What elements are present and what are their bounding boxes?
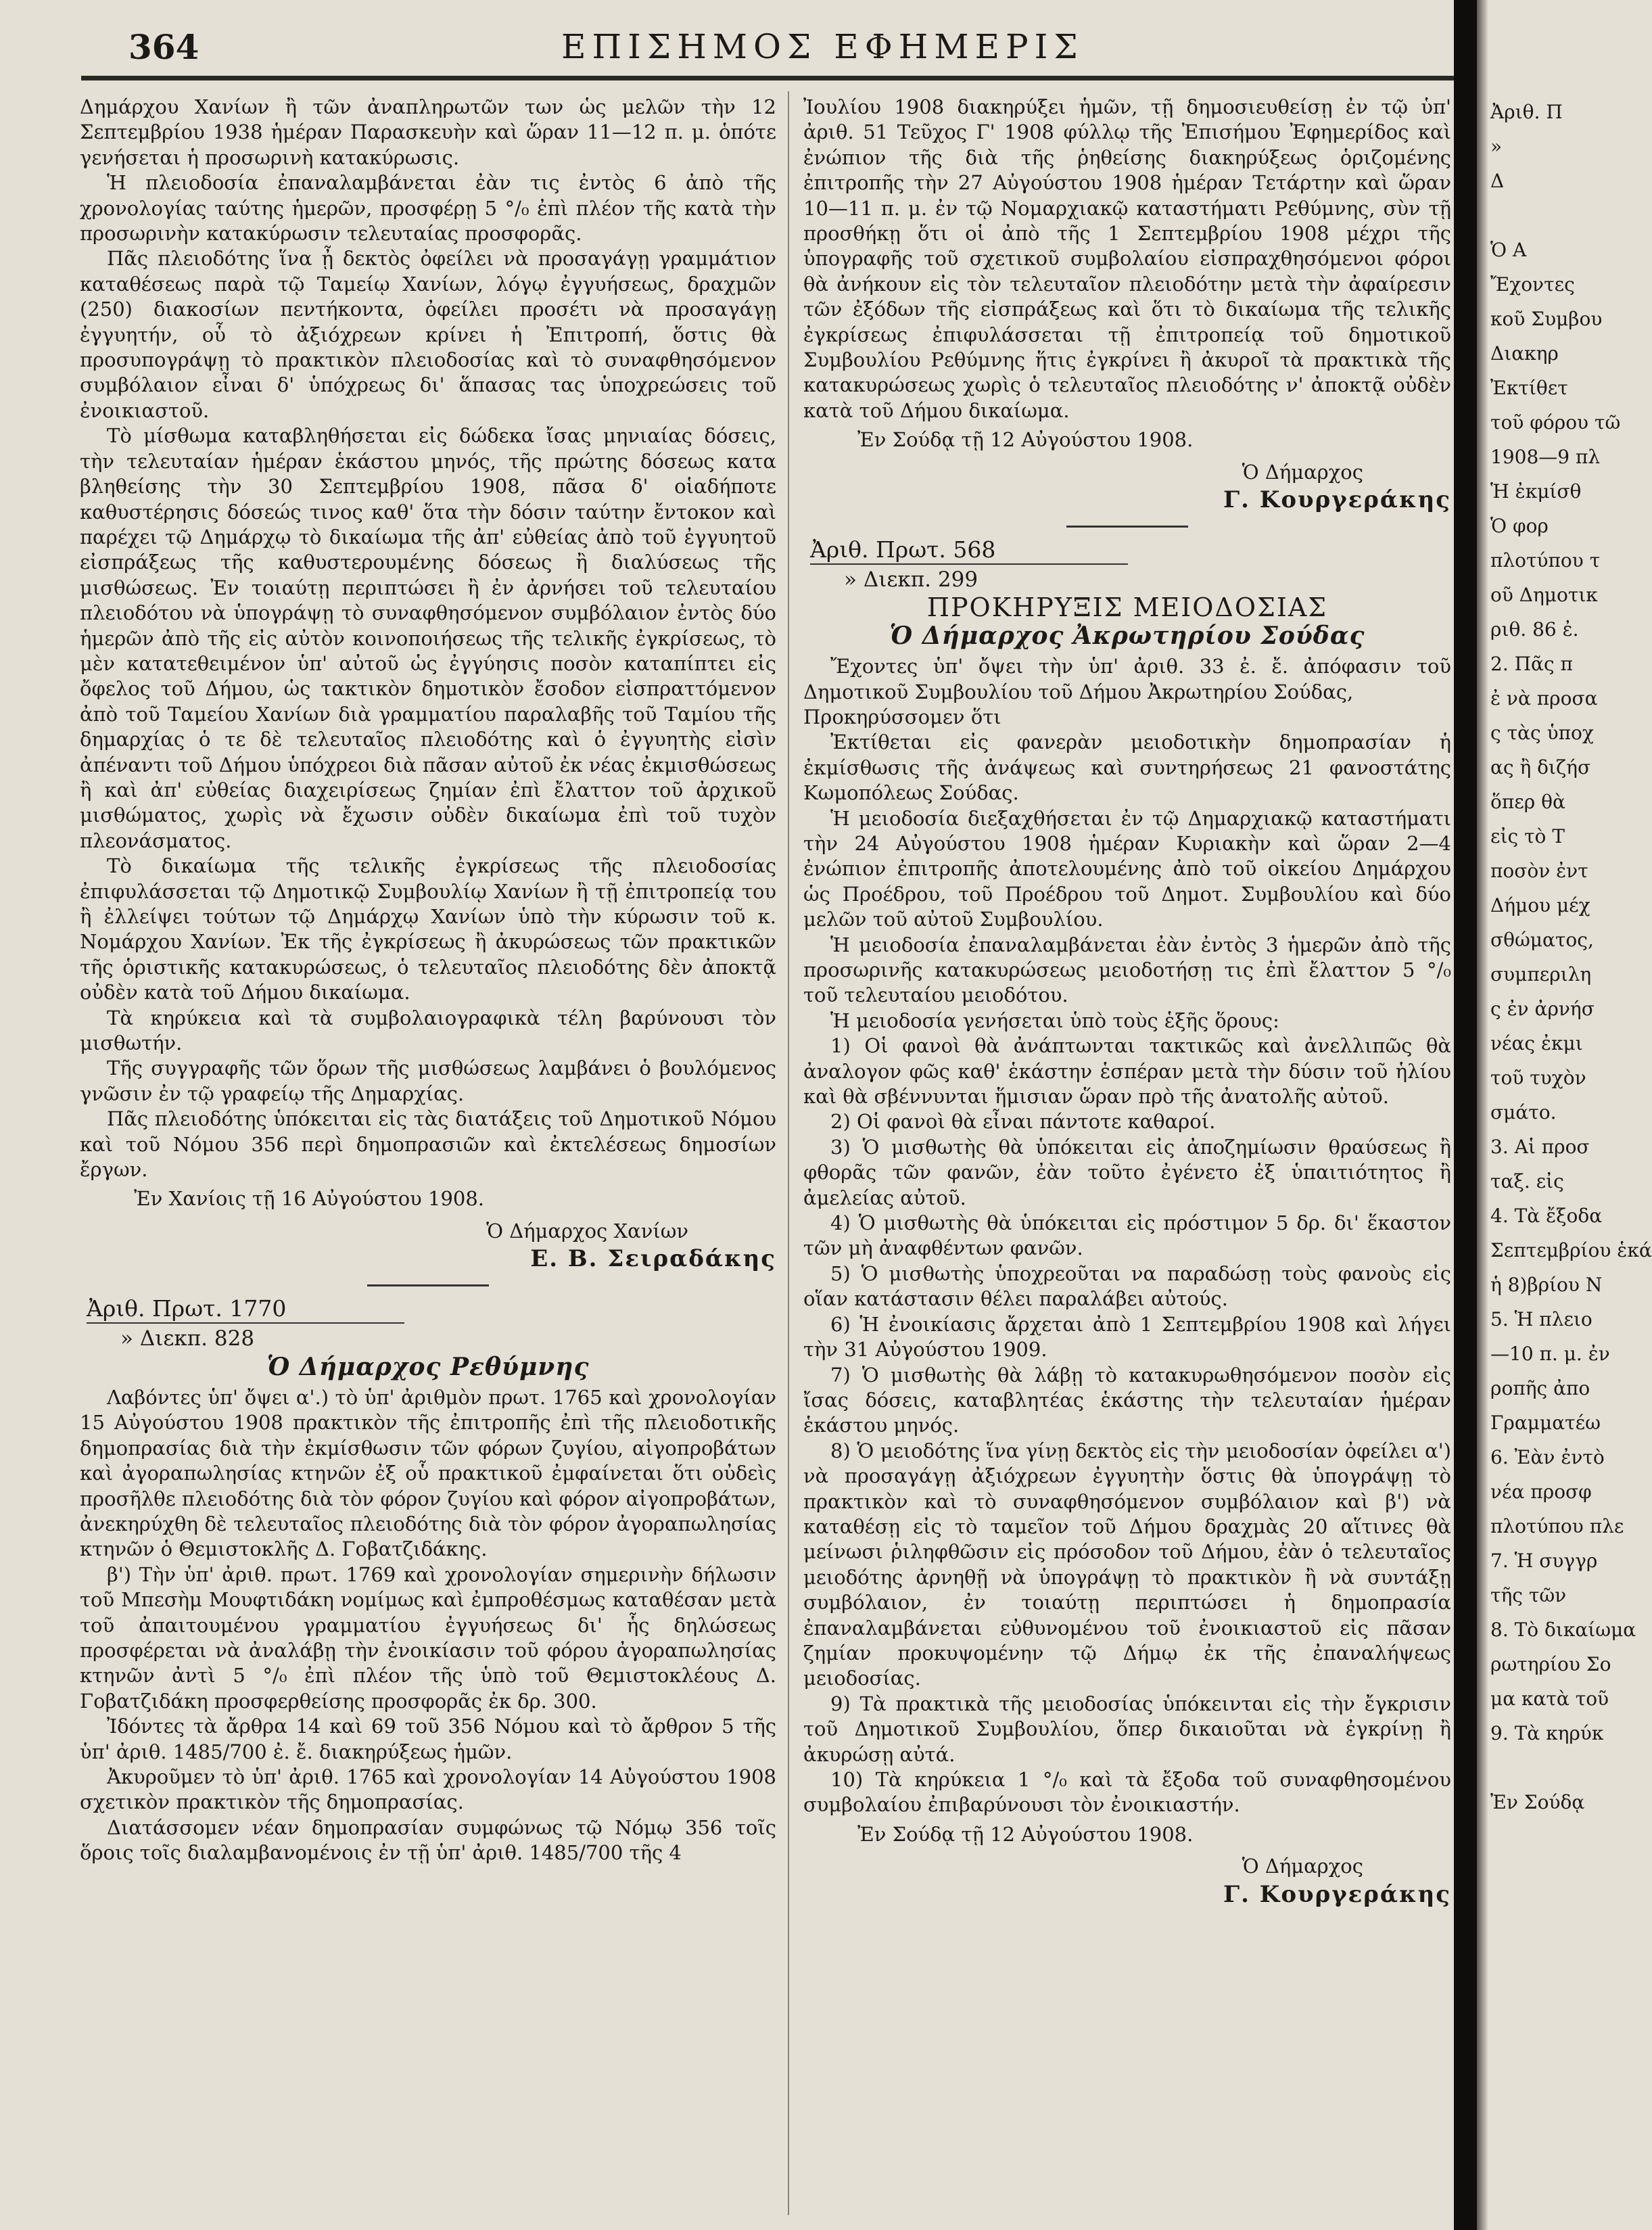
fragment-line: 1908—9 πλ	[1490, 446, 1601, 468]
fragment-line: 8. Τὸ δικαίωμα	[1490, 1619, 1636, 1641]
fragment-line: ς τὰς ὑποχ	[1490, 722, 1594, 744]
paragraph: Ἰδόντες τὰ ἄρθρα 14 καὶ 69 τοῦ 356 Νόμου καὶ τὸ ἄρθρον 5 τῆς ὑπ' ἀριθ. 1485/700 ἐ. ἔ. διακηρύξεως ἡμῶν.	[80, 1715, 776, 1763]
fragment-line: ταξ. εἰς	[1490, 1170, 1564, 1192]
paragraph: Ἀκυροῦμεν τὸ ὑπ' ἀριθ. 1765 καὶ χρονολογίαν 14 Αὐγούστου 1908 σχετικὸν πρακτικὸν τῆς δημοπρασίας.	[80, 1765, 776, 1814]
term-item: 1) Οἱ φανοὶ θὰ ἀνάπτωνται τακτικῶς καὶ ἀνελλιπῶς θὰ ἀναλογον φῶς καθ' ἑκάστην ἑσπέραν μετὰ τὴν δύσιν τοῦ ἡλίου καὶ θὰ σβέννυνται ἥμισιαν ὥραν πρὸ τῆς ἀνατολῆς αὐτοῦ.	[803, 1034, 1451, 1109]
reference-rule	[810, 563, 1128, 565]
fragment-line: 7. Ἡ συγγρ	[1490, 1550, 1598, 1572]
paragraph: Τὸ μίσθωμα καταβληθήσεται εἰς δώδεκα ἴσας μηνιαίας δόσεις, τὴν τελευταίαν ἡμέραν ἑκάστου μηνός, τῆς πρώτης δόσεως κατα βληθείσης τὴν 30 Σεπτεμβρίου 1908, πᾶσα δ' οἱαδήποτε καθυστέρησις δόσεώς τινος καθ' ὅτα τὴν δόσιν ταύτην ἔντοκον καὶ παρέχει τῷ Δημάρχῳ τὸ δικαίωμα τῆς ἀπ' εὐθείας ἀπὸ τοῦ ἐγγυητοῦ εἰσπράξεως τῆς καθυστερουμένης δόσεως ἢ διαλύσεως τῆς μισθώσεως. Ἐν τοιαύτῃ περιπτώσει ἢ ἐν ἀρνήσει τοῦ τελευταίου πλειοδότου νὰ ὑπογράψῃ τὸ συναφθησόμενον συμβόλαιον ἐντὸς δύο ἡμερῶν ἀπὸ τῆς εἰς αὐτὸν κοινοποιήσεως τῆς τελικῆς ἐγκρίσεως, τὸ μὲν κατατεθειμένον ὑπ' αὐτοῦ ὡς ἐγγύησις ποσὸν καταπίπτει εἰς ὄφελος τοῦ Δήμου, ὡς τακτικὸν δημοτικὸν ἔσοδον εἰσπραττόμενον ἀπὸ τοῦ Ταμείου Χανίων διὰ γραμματίου παραλαβῆς τοῦ Ταμίου τῆς δημαρχίας ὁ τε δὲ τελευταῖος πλειοδότης καὶ ὁ ἐγγυητὴς εἰσὶν ἀπέναντι τοῦ Δήμου ὑπόχρεοι διὰ πᾶσαν αὐτοῦ ἐκ νέας ἐκμισθώσεως ἢ καὶ ἀπ' εὐθείας διαχειρίσεως ζημίαν ἐπὶ ἔλαττον τοῦ ἀρχικοῦ μισθώματος, χωρὶς νὰ ἔχωσιν οὐδὲν δικαίωμα ἐπὶ τοῦ τυχὸν πλεονάσματος.	[80, 424, 776, 852]
term-item: 5) Ὁ μισθωτὴς ὑποχρεοῦται να παραδώσῃ τοὺς φανοὺς εἰς οἵαν κατάστασιν θέλει παραλάβει αὐτούς.	[803, 1261, 1451, 1311]
fragment-line: σμάτο.	[1490, 1101, 1557, 1123]
signature-title: Ὁ Δήμαρχος	[1242, 460, 1363, 484]
separator-rule	[367, 1284, 489, 1286]
fragment-line: τοῦ τυχὸν	[1490, 1067, 1586, 1089]
reference-number: Ἀριθ. Πρωτ. 1770	[87, 1295, 287, 1322]
fragment-line: Δ	[1490, 170, 1505, 192]
paragraph: Τὸ δικαίωμα τῆς τελικῆς ἐγκρίσεως τῆς πλειοδοσίας ἐπιφυλάσσεται τῷ Δημοτικῷ Συμβουλίῳ Χανίων ἢ τῇ ἐπιτροπείᾳ του ἢ ἐλλείψει τούτων τῷ Δημάρχῳ Χανίων ὑπὸ τὴν κύρωσιν τοῦ κ. Νομάρχου Χανίων. Ἐκ τῆς ἐγκρίσεως ἢ ἀκυρώσεως τῶν πρακτικῶν τῆς ὁριστικῆς κατακυρώσεως, ὁ τελευταῖος πλειοδότης δὲν ἀποκτᾷ οὐδὲν κατὰ τοῦ Δήμου δικαίωμα.	[80, 854, 776, 1004]
fragment-line	[1490, 1750, 1585, 1785]
paragraph: Πᾶς πλειοδότης ἵνα ᾖ δεκτὸς ὀφείλει νὰ προσαγάγῃ γραμμάτιον καταθέσεως παρὰ τῷ Ταμείῳ Χανίων, λόγῳ ἐγγυήσεως, δραχμῶν (250) διακοσίων πεντήκοντα, ὀφείλει προσέτι νὰ προσαγάγῃ ἐγγυητήν, οὗ τὸ ἀξιόχρεων κρίνει ἡ Ἐπιτροπή, ὅστις θὰ προσυπογράψῃ τὸ πρακτικὸν πλειοδοσίας καὶ τὸ συναφθησόμενον συμβόλαιον εἶναι δ' ὑπόχρεως δι' ἅπασας τας ὑποχρεώσεις τοῦ ἐνοικιαστοῦ.	[80, 247, 776, 422]
place-date: Ἐν Χανίοις τῇ 16 Αὐγούστου 1908.	[134, 1187, 485, 1211]
term-item: 4) Ὁ μισθωτὴς θὰ ὑπόκειται εἰς πρόστιμον 5 δρ. δι' ἕκαστον τῶν μὴ ἀναφθέντων φανῶν.	[803, 1211, 1451, 1260]
fragment-line: ἡ 8)βρίου Ν	[1490, 1274, 1603, 1296]
reference-number: Ἀριθ. Πρωτ. 568	[810, 536, 996, 563]
paragraph: Ἡ μειοδοσία γενήσεται ὑπὸ τοὺς ἑξῆς ὅρους:	[830, 1008, 1279, 1032]
fragment-line: ριθ. 86 ἐ.	[1490, 618, 1579, 641]
place-date: Ἐν Σούδᾳ τῇ 12 Αὐγούστου 1908.	[857, 1822, 1194, 1846]
separator-rule	[1066, 526, 1188, 528]
term-item: 3) Ὁ μισθωτὴς θὰ ὑπόκειται εἰς ἀποζημίωσιν θραύσεως ἢ φθορᾶς τῶν φανῶν, ἐὰν τοῦτο ἐγένετο ἐξ ὑπαιτιότητος ἢ ἀμελείας αὐτοῦ.	[803, 1135, 1451, 1209]
fragment-line: 3. Αἱ προσ	[1490, 1136, 1590, 1158]
fragment-line: τοῦ φόρου τῶ	[1490, 411, 1621, 434]
term-item: 7) Ὁ μισθωτὴς θὰ λάβῃ τὸ κατακυρωθησόμενον ποσὸν εἰς ἴσας δόσεις, καταβλητέας ἑκάστης τὴν τελευταίαν ἡμέραν ἑκάστου μηνός.	[803, 1363, 1451, 1437]
fragment-line: συμπεριλη	[1490, 963, 1592, 985]
paragraph: Ἐκτίθεται εἰς φανερὰν μειοδοτικὴν δημοπρασίαν ἡ ἐκμίσθωσις τῆς ἀνάψεως καὶ συντηρήσεως 21 φανοστάτης Κωμοπόλεως Σούδας.	[803, 730, 1451, 805]
fragment-line: 4. Τὰ ἔξοδα	[1490, 1205, 1603, 1227]
fragment-line: Ἡ ἐκμίσθ	[1490, 480, 1582, 503]
paragraph: Ἰουλίου 1908 διακηρύξει ἡμῶν, τῇ δημοσιευθείσῃ ἐν τῷ ὑπ' ἀριθ. 51 Τεῦχος Γ' 1908 φύλλῳ τῆς Ἐπισήμου Ἐφημερίδος καὶ ἐνώπιον τῆς διὰ τῆς ῥηθείσης διακηρύξεως ὁριζομένης ἐπιτροπῆς τὴν 27 Αὐγούστου 1908 ἡμέραν Τετάρτην καὶ ὥραν 10—11 π. μ. ἐν τῷ Νομαρχιακῷ καταστήματι Ρεθύμνης, σὺν τῇ προσθήκῃ ὅτι οἱ ἀπὸ τῆς 1 Σεπτεμβρίου 1908 μέχρι τῆς ὑπογραφῆς τοῦ σχετικοῦ συμβολαίου εἰσπραχθησόμενοι φόροι θὰ ἀνήκουν εἰς τὸν τελευταῖον πλειοδότην μετὰ τὴν ἀφαίρεσιν τῶν ἐξόδων τῆς εἰσπράξεως καὶ ὅτι τὸ δικαίωμα τῆς τελικῆς ἐγκρίσεως ἐπιφυλάσσεται τῇ ἐπιτροπείᾳ τοῦ δημοτικοῦ Συμβουλίου Ρεθύμνης ἥτις ἐγκρίνει ἢ ἀκυροῖ τὰ πρακτικὰ τῆς κατακυρώσεως χωρὶς ὁ τελευταῖος πλειοδότης ν' ἀποκτᾷ οὐδὲν κατὰ τοῦ Δήμου δικαίωμα.	[803, 95, 1451, 422]
fragment-line: νέας ἐκμι	[1490, 1032, 1583, 1054]
fragment-line: Ὁ Α	[1490, 239, 1527, 261]
fragment-line: ς ἐν ἀρνήσ	[1490, 998, 1595, 1020]
fragment-line: σθώματος,	[1490, 929, 1594, 951]
paragraph: Πᾶς πλειοδότης ὑπόκειται εἰς τὰς διατάξεις τοῦ Δημοτικοῦ Νόμου καὶ τοῦ Νόμου 356 περὶ δημοπρασιῶν καὶ ἐκτελέσεως δημοσίων ἔργων.	[80, 1107, 776, 1182]
fragment-line: μα κατὰ τοῦ	[1490, 1688, 1609, 1710]
fragment-line: ας ἢ διζήσ	[1490, 756, 1591, 779]
fragment-line: 9. Τὰ κηρύκ	[1490, 1722, 1604, 1744]
middle-column	[803, 95, 1451, 2225]
notice-heading: Ὁ Δήμαρχος Ρεθύμνης	[266, 1352, 590, 1381]
paragraph: Ἡ πλειοδοσία ἐπαναλαμβάνεται ἐὰν τις ἐντὸς 6 ἀπὸ τῆς χρονολογίας ταύτης ἡμερῶν, προσφέρῃ 5 °/₀ ἐπὶ πλέον τῆς κατὰ τὴν προσωρινὴν κατακύρωσιν τελευταίας προσφορᾶς.	[80, 171, 776, 246]
paragraph: Διατάσσομεν νέαν δημοπρασίαν συμφώνως τῷ Νόμῳ 356 τοῖς ὅροις τοῖς διαλαμβανομένοις ἐν τῇ ὑπ' ἀριθ. 1485/700 τῆς 4	[80, 1815, 776, 1865]
right-column-fragment	[1488, 95, 1652, 2225]
signature-name: Γ. Κουργεράκης	[1223, 486, 1451, 514]
fragment-line: νέα προσφ	[1490, 1481, 1592, 1503]
fragment-line: Ἔχοντες	[1490, 273, 1575, 296]
header-rule	[81, 76, 1461, 80]
paragraph: Προκηρύσσομεν ὅτι	[803, 705, 1001, 728]
fragment-line: κοῦ Συμβου	[1490, 308, 1603, 330]
masthead: ΕΠΙΣΗΜΟΣ ΕΦΗΜΕΡΙΣ	[561, 27, 1084, 66]
notice-heading: Ὁ Δήμαρχος Ἀκρωτηρίου Σούδας	[889, 621, 1365, 650]
paragraph: Τῆς συγγραφῆς τῶν ὅρων τῆς μισθώσεως λαμβάνει ὁ βουλόμενος γνῶσιν ἐν τῷ γραφείῳ τῆς Δημαρχίας.	[80, 1056, 776, 1105]
fragment-line: ἐ νὰ προσα	[1490, 687, 1598, 710]
reference-rule	[87, 1322, 404, 1324]
binding-shadow	[1477, 0, 1488, 2230]
term-item: 10) Τὰ κηρύκεια 1 °/₀ καὶ τὰ ἔξοδα τοῦ συναφθησομένου συμβολαίου ἐπιβαρύνουσι τὸν ἐνοικιαστήν.	[803, 1768, 1451, 1817]
signature-name: Γ. Κουργεράκης	[1223, 1880, 1451, 1908]
paragraph: Τὰ κηρύκεια καὶ τὰ συμβολαιογραφικὰ τέλη βαρύνουσι τὸν μισθωτήν.	[80, 1006, 776, 1055]
fragment-line: Ὁ φορ	[1490, 515, 1549, 537]
fragment-line: ροπῆς ἀπο	[1490, 1377, 1590, 1399]
signature-title: Ὁ Δήμαρχος Χανίων	[486, 1219, 688, 1242]
paragraph: Ἔχοντες ὑπ' ὄψει τὴν ὑπ' ἀριθ. 33 ἐ. ἔ. ἀπόφασιν τοῦ Δημοτικοῦ Συμβουλίου τοῦ Δήμου Ἀκρωτηρίου Σούδας,	[803, 655, 1451, 703]
fragment-line: Ἐκτίθετ	[1490, 377, 1568, 399]
fragment-line: 2. Πᾶς π	[1490, 653, 1573, 675]
fragment-line: Ἀριθ. Π	[1490, 101, 1563, 123]
term-item: 6) Ἡ ἐνοικίασις ἄρχεται ἀπὸ 1 Σεπτεμβρίου 1908 καὶ λήγει τὴν 31 Αὐγούστου 1909.	[803, 1312, 1451, 1362]
fragment-line	[1490, 198, 1585, 233]
paragraph: Ἡ μειοδοσία ἐπαναλαμβάνεται ἐὰν ἐντὸς 3 ἡμερῶν ἀπὸ τῆς προσωρινῆς κατακυρώσεως μειοδοτήσῃ τις ἐπὶ ἔλαττον 5 °/₀ τοῦ τελευταίου μειοδότου.	[803, 933, 1451, 1007]
fragment-line: Γραμματέω	[1490, 1412, 1601, 1434]
fragment-line: Ἐν Σούδᾳ	[1490, 1791, 1585, 1813]
fragment-line: »	[1490, 135, 1503, 158]
fragment-line: Διακηρ	[1490, 342, 1559, 365]
fragment-line: Σεπτεμβρίου ἑκά	[1490, 1239, 1652, 1261]
notice-title: ΠΡΟΚΗΡΥΞΙΣ ΜΕΙΟΔΟΣΙΑΣ	[926, 593, 1328, 623]
term-item: 8) Ὁ μειοδότης ἵνα γίνῃ δεκτὸς εἰς τὴν μειοδοσίαν ὀφείλει α') νὰ προσαγάγῃ ἀξιόχρεων ἐγγυητὴν ὅστις θὰ ὑπογράψῃ τὸ πρακτικὸν καὶ τὸ συναφθησόμενον συμβόλαιον καὶ β') νὰ καταθέσῃ εἰς τὸ ταμεῖον τοῦ Δήμου δραχμὰς 20 αἵτινες θὰ μείνωσι ῥιληφθῶσιν εἰς πρόσοδον τοῦ Δήμου, ἐὰν ὁ τελευταῖος μειοδότης ἀρνηθῇ νὰ ὑπογράψῃ τὸ πρακτικὸν ἢ νὰ συντάξῃ συμβόλαιον, ἐν τοιαύτῃ περιπτώσει ἡ δημοπρασία ἐπαναλαμβάνεται εὐθυνομένου τοῦ ἐνοικιαστοῦ εἰς πᾶσαν ζημίαν προκυψομένην τῷ Δήμῳ ἐκ τῆς ἐπαναλήψεως μειοδοσίας.	[803, 1439, 1451, 1690]
fragment-line: ποσὸν ἐντ	[1490, 860, 1588, 882]
fragment-line: οῦ Δημοτικ	[1490, 584, 1598, 606]
term-item: 2) Οἱ φανοὶ θὰ εἶναι πάντοτε καθαροί.	[830, 1110, 1216, 1134]
fragment-line: εἰς τὸ Τ	[1490, 825, 1565, 847]
signature-title: Ὁ Δήμαρχος	[1242, 1855, 1363, 1878]
fragment-line: 5. Ἡ πλειο	[1490, 1308, 1592, 1330]
fragment-line: 6. Ἐὰν ἐντὸ	[1490, 1446, 1605, 1468]
paragraph: Δημάρχου Χανίων ἢ τῶν ἀναπληρωτῶν των ὡς μελῶν τὴν 12 Σεπτεμβρίου 1938 ἡμέραν Παρασκευὴν καὶ ὥραν 11—12 π. μ. ὁπότε γενήσεται ἡ προσωρινὴ κατακύρωσις.	[80, 95, 776, 169]
page-number: 364	[128, 27, 199, 67]
dispatch-number: » Διεκπ. 828	[120, 1326, 255, 1351]
fragment-line: πλοτύπου πλε	[1490, 1515, 1624, 1537]
fragment-line: —10 π. μ. ἐν	[1490, 1343, 1610, 1365]
term-item: 9) Τὰ πρακτικὰ τῆς μειοδοσίας ὑπόκεινται εἰς τὴν ἔγκρισιν τοῦ Δημοτικοῦ Συμβουλίου, ὅπερ δικαιοῦται νὰ ἐγκρίνῃ ἢ ἀκυρώσῃ αὐτά.	[803, 1692, 1451, 1766]
place-date: Ἐν Σούδᾳ τῇ 12 Αὐγούστου 1908.	[857, 428, 1194, 452]
binding-gutter	[1454, 0, 1477, 2230]
paragraph: β') Τὴν ὑπ' ἀριθ. πρωτ. 1769 καὶ χρονολογίαν σημερινὴν δήλωσιν τοῦ Μπεσὴμ Μουφτιδάκη νομίμως καὶ ἐμπροθέσμως καταθέσαν μετὰ τοῦ ἀπαιτουμένου γραμματίου ἐγγυήσεως δι' ἧς δηλώσεως προσφέρεται νὰ ἀναλάβῃ τὴν ἐνοικίασιν τοῦ φόρου ἀγοραπωλησίας κτηνῶν ἀντὶ 5 °/₀ ἐπὶ πλέον τῆς ὑπὸ τοῦ Θεμιστοκλέους Δ. Γοβατζιδάκη προσφερθείσης προσφορᾶς ἐκ δρ. 300.	[80, 1562, 776, 1713]
fragment-line: ὅπερ θὰ	[1490, 791, 1565, 813]
fragment-line: πλοτύπου τ	[1490, 549, 1601, 572]
fragment-line: τῆς τῶν	[1490, 1584, 1567, 1606]
paragraph: Λαβόντες ὑπ' ὄψει α'.) τὸ ὑπ' ἀριθμὸν πρωτ. 1765 καὶ χρονολογίαν 15 Αὐγούστου 1908 πρακτικὸν τῆς ἐπιτροπῆς ἐπὶ τῆς πλειοδοτικῆς δημοπρασίας διὰ τὴν ἐκμίσθωσιν τῶν φόρων ζυγίου, αἰγοπροβάτων καὶ ἀγοραπωλησίας κτηνῶν ἐξ οὗ πρακτικοῦ ἐμφαίνεται ὅτι οὐδεὶς προσῆλθε πλειοδότης διὰ τὸν φόρον ζυγίου καὶ φόρον αἰγοπροβάτων, ἀνεκηρύχθη δὲ τελευταῖος πλειοδότης διὰ τὸν φόρον ἀγοραπωλησίας κτηνῶν ὁ Θεμιστοκλῆς Δ. Γοβατζιδάκης.	[80, 1385, 776, 1561]
left-column	[80, 95, 776, 2225]
fragment-line: Δήμου μέχ	[1490, 894, 1590, 916]
column-divider	[788, 91, 789, 2215]
dispatch-number: » Διεκπ. 299	[844, 567, 978, 592]
signature-name: Ε. Β. Σειραδάκης	[530, 1245, 776, 1273]
paragraph: Ἡ μειοδοσία διεξαχθήσεται ἐν τῷ Δημαρχιακῷ καταστήματι τὴν 24 Αὐγούστου 1908 ἡμέραν Κυριακὴν καὶ ὥραν 2—4 ἐνώπιον ἐπιτροπῆς ἀποτελουμένης ἀπὸ τοῦ οἰκείου Δημάρχου ὡς Προέδρου, τοῦ Προέδρου τοῦ Δημοτ. Συμβουλίου καὶ δύο μελῶν τοῦ αὐτοῦ Συμβουλίου.	[803, 806, 1451, 931]
fragment-line: ρωτηρίου Σο	[1490, 1653, 1611, 1675]
